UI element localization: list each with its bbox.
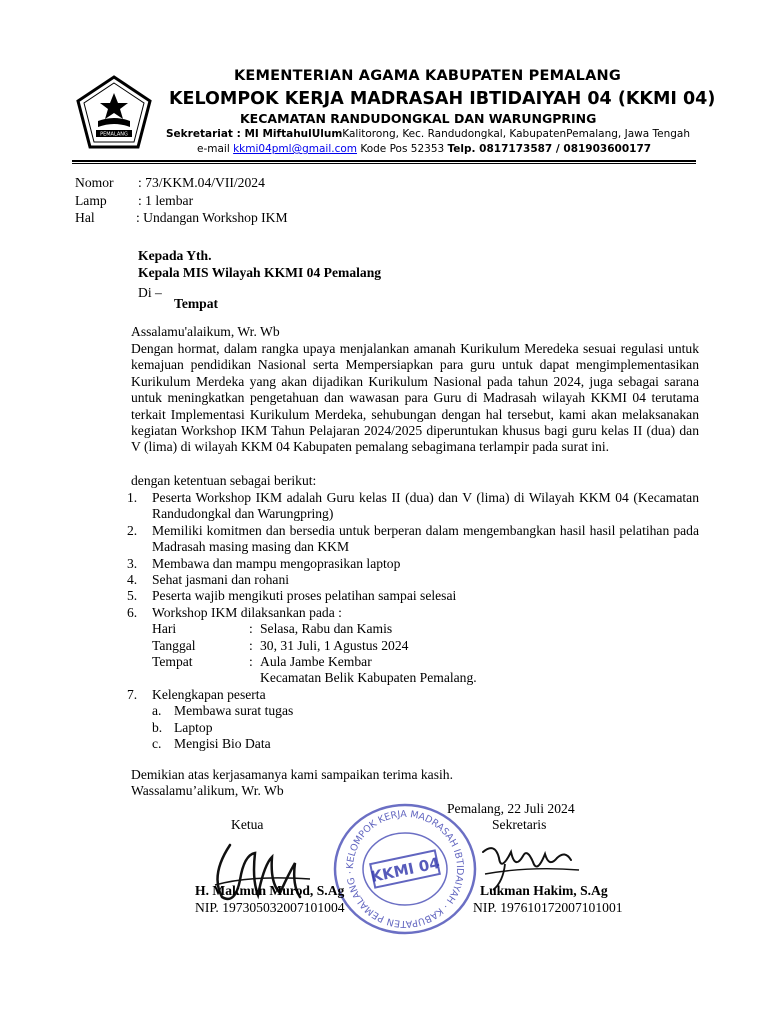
ketua-nip: NIP. 197305032007101004	[195, 900, 345, 915]
body-paragraph: Dengan hormat, dalam rangka upaya menjalankan amanah Kurikulum Meredeka sesuai regulasi untuk kemajuan pendidikan Nasional serta Mempersiapkan para guru untuk dapat mengimplementasikan Kurikulum Merdeka yang akan dijadikan Kurikulum Nasional pada tahun 2024, juga sebagai sarana untuk meningkatkan pengetahuan dan wawasan para Guru di Madrasah wilayah KKMI 04 terutama terkait Implementasi Kurikulum Merdeka, sehubungan dengan hal tersebut, kami akan melaksanakan kegiatan Workshop IKM Tahun Pelajaran 2024/2025 diperuntukan khusus bagi guru kelas II (dua) dan V (lima) di wilayah KKM 04 Kabupaten pemalang sebagimana terlampir pada surat ini.	[131, 341, 699, 455]
schedule-tempat-2: Kecamatan Belik Kabupaten Pemalang.	[260, 670, 477, 686]
header-line-1: KEMENTERIAN AGAMA KABUPATEN PEMALANG	[234, 68, 621, 84]
list-item: 7. Kelengkapan peserta	[127, 686, 266, 702]
ketua-title: Ketua	[231, 817, 264, 832]
list-item: 4. Sehat jasmani dan rohani	[127, 572, 290, 588]
phone-numbers: Telp. 0817173587 / 081903600177	[447, 143, 652, 155]
header-line-2: KELOMPOK KERJA MADRASAH IBTIDAIYAH 04 (KKMI 04)	[169, 89, 716, 109]
list-item: 6. Workshop IKM dilaksankan pada :	[127, 604, 342, 620]
header-rule-thick	[72, 160, 696, 162]
sub-item: a. Membawa surat tugas	[152, 703, 294, 719]
secretariat-label: Sekretariat : MI MiftahulUlum	[166, 128, 343, 140]
list-item: 5. Peserta wajib mengikuti proses pelatihan sampai selesai	[127, 588, 457, 604]
list-intro: dengan ketentuan sebagai berikut:	[131, 473, 317, 488]
header-secretariat	[166, 128, 690, 140]
email-label: e-mail	[197, 143, 234, 155]
ketua-name: H. Makmun Murod, S.Ag	[195, 883, 345, 898]
header-contact	[197, 143, 651, 155]
schedule-tempat: Tempat : Aula Jambe Kembar	[152, 654, 372, 670]
closing-salam: Wassalamu’alikum, Wr. Wb	[131, 783, 284, 798]
recipient-line-2: Kepala MIS Wilayah KKMI 04 Pemalang	[138, 265, 382, 280]
sekretaris-title: Sekretaris	[492, 817, 547, 832]
lamp-label: Lamp	[75, 193, 107, 208]
conditions-list	[127, 490, 699, 753]
recipient-line-3: Di –	[138, 285, 162, 300]
recipient-line-4: Tempat	[174, 296, 219, 311]
secretariat-address: Kalitorong, Kec. Randudongkal, KabupatenPemalang, Jawa Tengah	[342, 128, 690, 140]
postal-code: Kode Pos 52353	[357, 143, 448, 155]
greeting: Assalamu'alaikum, Wr. Wb	[131, 324, 280, 339]
lamp-value: : 1 lembar	[138, 193, 194, 208]
sekretaris-name: Lukman Hakim, S.Ag	[480, 883, 608, 898]
schedule-hari: Hari : Selasa, Rabu dan Kamis	[152, 621, 393, 637]
email-link[interactable]: kkmi04pml@gmail.com	[233, 143, 357, 155]
hal-label: Hal	[75, 210, 95, 225]
stamp-ring-text: KELOMPOK KERJA MADRASAH IBTIDAIYAH · KABUPATEN PEMALANG ·	[344, 808, 466, 930]
place-date: Pemalang, 22 Juli 2024	[447, 801, 575, 816]
closing-thanks: Demikian atas kerjasamanya kami sampaikan terima kasih.	[131, 767, 453, 782]
list-item: 3. Membawa dan mampu mengoprasikan laptop	[127, 555, 401, 571]
ministry-logo	[74, 75, 154, 151]
header-line-3: KECAMATAN RANDUDONGKAL DAN WARUNGPRING	[240, 111, 597, 126]
sub-item: b. Laptop	[152, 719, 213, 735]
schedule-tanggal: Tanggal : 30, 31 Juli, 1 Agustus 2024	[152, 637, 409, 653]
recipient-line-1: Kepada Yth.	[138, 248, 212, 263]
kkmi-stamp	[332, 801, 478, 937]
list-item: 2. Memiliki komitmen dan bersedia untuk berperan dalam mengembangkan hasil hasil pelatihan pada Madrasah masing masing dan KKM	[127, 522, 699, 555]
sekretaris-nip: NIP. 197610172007101001	[473, 900, 623, 915]
header-rule-thin	[72, 163, 696, 164]
logo-text: PEMALANG	[100, 131, 128, 138]
nomor-label: Nomor	[75, 175, 114, 190]
sub-item: c. Mengisi Bio Data	[152, 736, 271, 752]
stamp-center-text: KKMI 04	[369, 853, 442, 887]
nomor-value: : 73/KKM.04/VII/2024	[138, 175, 265, 190]
list-item: 1. Peserta Workshop IKM adalah Guru kelas II (dua) dan V (lima) di Wilayah KKM 04 (Kecamatan Randudongkal dan Warungpring)	[127, 490, 699, 522]
hal-value: : Undangan Workshop IKM	[136, 210, 288, 225]
